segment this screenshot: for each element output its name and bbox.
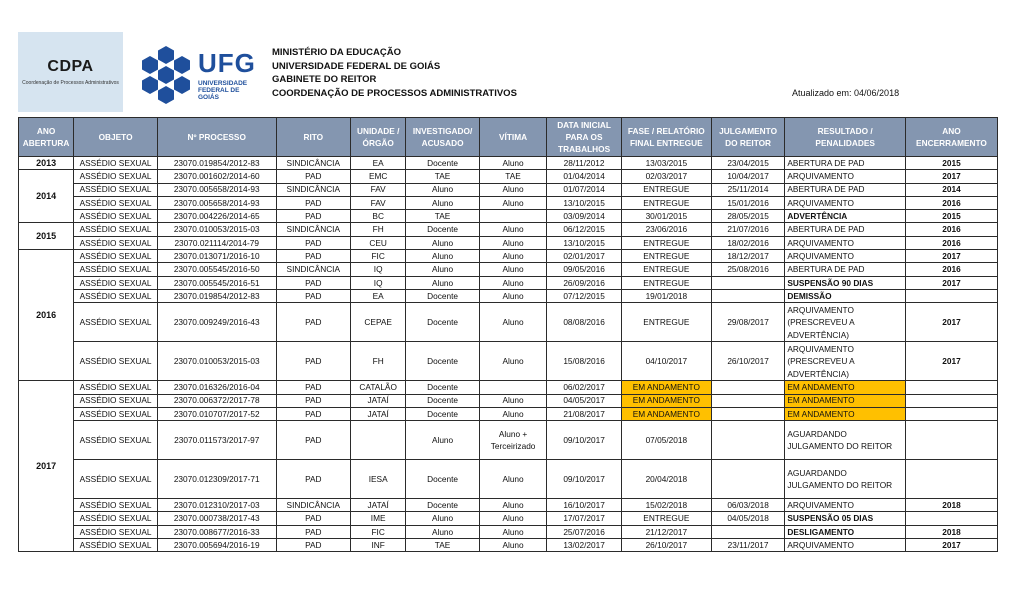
- cell-objeto: ASSÉDIO SEXUAL: [74, 196, 158, 209]
- cell-rito: PAD: [276, 512, 351, 525]
- ufg-logo-title: UFG: [198, 48, 256, 78]
- cell-unidade: EA: [351, 289, 406, 302]
- cell-vitima: Aluno: [479, 289, 546, 302]
- column-header: RESULTADO / PENALIDADES: [785, 118, 906, 157]
- cell-rito: PAD: [276, 460, 351, 499]
- cell-unidade: [351, 421, 406, 460]
- cell-julgamento: 25/08/2016: [711, 263, 785, 276]
- cell-encerramento: 2015: [905, 210, 997, 223]
- cell-encerramento: 2018: [905, 525, 997, 538]
- cell-rito: PAD: [276, 342, 351, 381]
- cell-encerramento: 2015: [905, 157, 997, 170]
- cell-rito: PAD: [276, 250, 351, 263]
- cell-resultado: EM ANDAMENTO: [785, 407, 906, 420]
- cell-fase: 15/02/2018: [621, 499, 711, 512]
- cell-fase: 13/03/2015: [621, 157, 711, 170]
- institution-line: COORDENAÇÃO DE PROCESSOS ADMINISTRATIVOS: [272, 87, 517, 99]
- cell-objeto: ASSÉDIO SEXUAL: [74, 460, 158, 499]
- cell-unidade: JATAÍ: [351, 407, 406, 420]
- column-header: RITO: [276, 118, 351, 157]
- cell-investigado: Aluno: [406, 525, 480, 538]
- cell-encerramento: 2014: [905, 183, 997, 196]
- cell-objeto: ASSÉDIO SEXUAL: [74, 394, 158, 407]
- ufg-logo: [136, 44, 261, 104]
- cell-fase: 20/04/2018: [621, 460, 711, 499]
- cell-investigado: Aluno: [406, 512, 480, 525]
- column-header: FASE / RELATÓRIO FINAL ENTREGUE: [621, 118, 711, 157]
- cell-julgamento: [711, 421, 785, 460]
- cell-data-inicial: 15/08/2016: [547, 342, 622, 381]
- cell-encerramento: [905, 421, 997, 460]
- column-header: Nº PROCESSO: [157, 118, 276, 157]
- cell-fase: ENTREGUE: [621, 512, 711, 525]
- cell-fase: 26/10/2017: [621, 539, 711, 552]
- cell-investigado: TAE: [406, 539, 480, 552]
- cell-rito: PAD: [276, 276, 351, 289]
- cell-objeto: ASSÉDIO SEXUAL: [74, 276, 158, 289]
- table-row: [19, 421, 998, 460]
- cell-vitima: Aluno: [479, 460, 546, 499]
- cell-vitima: Aluno: [479, 263, 546, 276]
- cell-resultado: EM ANDAMENTO: [785, 381, 906, 394]
- cell-investigado: Docente: [406, 381, 480, 394]
- cell-ano-abertura: 2016: [19, 250, 74, 381]
- cell-encerramento: [905, 289, 997, 302]
- cell-vitima: Aluno: [479, 342, 546, 381]
- cell-ano-abertura: 2013: [19, 157, 74, 170]
- cell-ano-abertura: 2014: [19, 170, 74, 223]
- cell-julgamento: 15/01/2016: [711, 196, 785, 209]
- cell-encerramento: 2017: [905, 539, 997, 552]
- cell-objeto: ASSÉDIO SEXUAL: [74, 303, 158, 342]
- cell-unidade: EMC: [351, 170, 406, 183]
- cell-investigado: TAE: [406, 210, 480, 223]
- cell-data-inicial: 09/05/2016: [547, 263, 622, 276]
- cell-ano-abertura: 2015: [19, 223, 74, 250]
- cell-unidade: IESA: [351, 460, 406, 499]
- cell-processo: 23070.011573/2017-97: [157, 421, 276, 460]
- table-row: [19, 394, 998, 407]
- cell-vitima: Aluno: [479, 223, 546, 236]
- cell-investigado: Docente: [406, 394, 480, 407]
- cell-encerramento: [905, 394, 997, 407]
- cell-encerramento: 2016: [905, 223, 997, 236]
- cell-vitima: [479, 381, 546, 394]
- cell-vitima: Aluno + Terceirizado: [479, 421, 546, 460]
- table-row: [19, 512, 998, 525]
- cell-rito: PAD: [276, 210, 351, 223]
- cell-julgamento: [711, 394, 785, 407]
- cell-processo: 23070.019854/2012-83: [157, 289, 276, 302]
- cell-resultado: ARQUIVAMENTO (PRESCREVEU A ADVERTÊNCIA): [785, 342, 906, 381]
- cell-vitima: Aluno: [479, 183, 546, 196]
- cell-rito: PAD: [276, 303, 351, 342]
- cell-julgamento: [711, 460, 785, 499]
- cell-objeto: ASSÉDIO SEXUAL: [74, 421, 158, 460]
- cell-unidade: INF: [351, 539, 406, 552]
- cell-unidade: IQ: [351, 276, 406, 289]
- cell-unidade: IME: [351, 512, 406, 525]
- table-row: [19, 407, 998, 420]
- cell-investigado: Docente: [406, 342, 480, 381]
- table-row: [19, 157, 998, 170]
- cell-julgamento: 25/11/2014: [711, 183, 785, 196]
- cell-objeto: ASSÉDIO SEXUAL: [74, 539, 158, 552]
- table-row: [19, 460, 998, 499]
- cell-objeto: ASSÉDIO SEXUAL: [74, 512, 158, 525]
- column-header: DATA INICIAL PARA OS TRABALHOS: [547, 118, 622, 157]
- cell-investigado: Aluno: [406, 276, 480, 289]
- cell-encerramento: 2017: [905, 250, 997, 263]
- cell-data-inicial: 13/02/2017: [547, 539, 622, 552]
- cell-vitima: Aluno: [479, 499, 546, 512]
- cell-processo: 23070.019854/2012-83: [157, 157, 276, 170]
- column-header: ANO ENCERRAMENTO: [905, 118, 997, 157]
- cell-processo: 23070.005545/2016-51: [157, 276, 276, 289]
- cell-processo: 23070.012310/2017-03: [157, 499, 276, 512]
- table-row: [19, 170, 998, 183]
- column-header: UNIDADE /ÓRGÃO: [351, 118, 406, 157]
- cell-rito: PAD: [276, 170, 351, 183]
- updated-date: Atualizado em: 04/06/2018: [792, 88, 900, 98]
- cell-fase: ENTREGUE: [621, 276, 711, 289]
- ufg-hexagon-icon: [136, 44, 196, 104]
- cell-investigado: Aluno: [406, 236, 480, 249]
- cell-unidade: FH: [351, 223, 406, 236]
- cell-resultado: ABERTURA DE PAD: [785, 223, 906, 236]
- cell-objeto: ASSÉDIO SEXUAL: [74, 407, 158, 420]
- cell-processo: 23070.005658/2014-93: [157, 196, 276, 209]
- cell-data-inicial: 09/10/2017: [547, 460, 622, 499]
- cell-encerramento: 2017: [905, 342, 997, 381]
- cell-data-inicial: 21/08/2017: [547, 407, 622, 420]
- cell-fase: 30/01/2015: [621, 210, 711, 223]
- cell-processo: 23070.013071/2016-10: [157, 250, 276, 263]
- cell-objeto: ASSÉDIO SEXUAL: [74, 183, 158, 196]
- cell-fase: ENTREGUE: [621, 183, 711, 196]
- cell-resultado: AGUARDANDO JULGAMENTO DO REITOR: [785, 421, 906, 460]
- column-header: OBJETO: [74, 118, 158, 157]
- cell-julgamento: 28/05/2015: [711, 210, 785, 223]
- institution-line: UNIVERSIDADE FEDERAL DE GOIÁS: [272, 60, 441, 72]
- cell-vitima: Aluno: [479, 512, 546, 525]
- cell-vitima: Aluno: [479, 157, 546, 170]
- cell-encerramento: [905, 512, 997, 525]
- table-row: [19, 236, 998, 249]
- cell-investigado: Aluno: [406, 183, 480, 196]
- cell-vitima: Aluno: [479, 539, 546, 552]
- column-header: INVESTIGADO/ ACUSADO: [406, 118, 480, 157]
- cell-rito: PAD: [276, 236, 351, 249]
- cell-resultado: EM ANDAMENTO: [785, 394, 906, 407]
- cell-resultado: ARQUIVAMENTO (PRESCREVEU A ADVERTÊNCIA): [785, 303, 906, 342]
- table-row: [19, 196, 998, 209]
- cell-objeto: ASSÉDIO SEXUAL: [74, 210, 158, 223]
- cell-rito: SINDICÂNCIA: [276, 223, 351, 236]
- cell-processo: 23070.006372/2017-78: [157, 394, 276, 407]
- cell-data-inicial: 01/07/2014: [547, 183, 622, 196]
- cell-objeto: ASSÉDIO SEXUAL: [74, 342, 158, 381]
- institution-line: MINISTÉRIO DA EDUCAÇÃO: [272, 47, 401, 58]
- cdpa-logo: [18, 32, 123, 112]
- cell-julgamento: 04/05/2018: [711, 512, 785, 525]
- cell-resultado: DEMISSÃO: [785, 289, 906, 302]
- cell-vitima: Aluno: [479, 525, 546, 538]
- cell-rito: PAD: [276, 407, 351, 420]
- cell-fase: 19/01/2018: [621, 289, 711, 302]
- table-row: [19, 539, 998, 552]
- cell-vitima: TAE: [479, 170, 546, 183]
- cell-julgamento: [711, 276, 785, 289]
- cell-objeto: ASSÉDIO SEXUAL: [74, 525, 158, 538]
- cell-objeto: ASSÉDIO SEXUAL: [74, 223, 158, 236]
- cell-julgamento: 29/08/2017: [711, 303, 785, 342]
- cell-resultado: AGUARDANDO JULGAMENTO DO REITOR: [785, 460, 906, 499]
- cell-data-inicial: 17/07/2017: [547, 512, 622, 525]
- cell-encerramento: 2017: [905, 303, 997, 342]
- cases-table: [18, 117, 998, 552]
- cell-processo: 23070.008677/2016-33: [157, 525, 276, 538]
- cell-rito: SINDICÂNCIA: [276, 183, 351, 196]
- cdpa-logo-title: CDPA: [47, 58, 94, 75]
- cell-encerramento: 2018: [905, 499, 997, 512]
- cell-investigado: Aluno: [406, 421, 480, 460]
- cell-unidade: FAV: [351, 196, 406, 209]
- cell-fase: 04/10/2017: [621, 342, 711, 381]
- cell-unidade: EA: [351, 157, 406, 170]
- cell-processo: 23070.012309/2017-71: [157, 460, 276, 499]
- cell-data-inicial: 01/04/2014: [547, 170, 622, 183]
- cell-unidade: FAV: [351, 183, 406, 196]
- cell-data-inicial: 06/12/2015: [547, 223, 622, 236]
- cell-vitima: [479, 210, 546, 223]
- cell-unidade: CEU: [351, 236, 406, 249]
- table-row: [19, 276, 998, 289]
- cell-data-inicial: 03/09/2014: [547, 210, 622, 223]
- cell-objeto: ASSÉDIO SEXUAL: [74, 263, 158, 276]
- cell-rito: PAD: [276, 525, 351, 538]
- cell-data-inicial: 13/10/2015: [547, 196, 622, 209]
- table-row: [19, 381, 998, 394]
- cell-julgamento: 23/04/2015: [711, 157, 785, 170]
- cell-processo: 23070.009249/2016-43: [157, 303, 276, 342]
- cell-julgamento: 26/10/2017: [711, 342, 785, 381]
- cell-data-inicial: 25/07/2016: [547, 525, 622, 538]
- cell-fase: ENTREGUE: [621, 236, 711, 249]
- cell-resultado: ARQUIVAMENTO: [785, 170, 906, 183]
- cdpa-logo-subtitle: Coordenação de Processos Administrativos: [22, 80, 119, 86]
- cell-data-inicial: 13/10/2015: [547, 236, 622, 249]
- cell-investigado: Docente: [406, 223, 480, 236]
- cell-investigado: Docente: [406, 289, 480, 302]
- cell-vitima: Aluno: [479, 394, 546, 407]
- cell-data-inicial: 07/12/2015: [547, 289, 622, 302]
- cell-julgamento: 06/03/2018: [711, 499, 785, 512]
- column-header: ANO ABERTURA: [19, 118, 74, 157]
- cell-rito: PAD: [276, 196, 351, 209]
- cell-investigado: Docente: [406, 157, 480, 170]
- cell-investigado: Aluno: [406, 196, 480, 209]
- cell-vitima: Aluno: [479, 250, 546, 263]
- cell-data-inicial: 26/09/2016: [547, 276, 622, 289]
- cell-fase: 02/03/2017: [621, 170, 711, 183]
- cell-encerramento: 2016: [905, 263, 997, 276]
- cell-resultado: DESLIGAMENTO: [785, 525, 906, 538]
- table-row: [19, 289, 998, 302]
- table-row: [19, 525, 998, 538]
- cell-investigado: TAE: [406, 170, 480, 183]
- cell-resultado: ARQUIVAMENTO: [785, 196, 906, 209]
- cell-encerramento: [905, 381, 997, 394]
- cell-resultado: ARQUIVAMENTO: [785, 539, 906, 552]
- cell-resultado: ARQUIVAMENTO: [785, 236, 906, 249]
- cell-fase: EM ANDAMENTO: [621, 381, 711, 394]
- institution-header: [272, 46, 517, 100]
- cell-julgamento: [711, 289, 785, 302]
- cell-investigado: Aluno: [406, 263, 480, 276]
- cell-julgamento: 21/07/2016: [711, 223, 785, 236]
- cell-investigado: Aluno: [406, 250, 480, 263]
- cell-ano-abertura: 2017: [19, 381, 74, 552]
- table-row: [19, 250, 998, 263]
- cell-julgamento: 18/12/2017: [711, 250, 785, 263]
- cell-fase: ENTREGUE: [621, 303, 711, 342]
- cell-encerramento: 2017: [905, 170, 997, 183]
- cell-vitima: Aluno: [479, 196, 546, 209]
- cell-processo: 23070.001602/2014-60: [157, 170, 276, 183]
- cell-processo: 23070.021114/2014-79: [157, 236, 276, 249]
- cell-objeto: ASSÉDIO SEXUAL: [74, 250, 158, 263]
- cell-unidade: CEPAE: [351, 303, 406, 342]
- institution-line: GABINETE DO REITOR: [272, 74, 377, 85]
- cell-data-inicial: 06/02/2017: [547, 381, 622, 394]
- cell-objeto: ASSÉDIO SEXUAL: [74, 381, 158, 394]
- cell-vitima: Aluno: [479, 236, 546, 249]
- table-row: [19, 183, 998, 196]
- cell-resultado: ABERTURA DE PAD: [785, 183, 906, 196]
- ufg-logo-subtitle: UNIVERSIDADE FEDERAL DE GOIÁS: [198, 80, 248, 101]
- cell-fase: 23/06/2016: [621, 223, 711, 236]
- cell-data-inicial: 16/10/2017: [547, 499, 622, 512]
- cell-rito: PAD: [276, 381, 351, 394]
- cell-processo: 23070.005545/2016-50: [157, 263, 276, 276]
- cell-fase: ENTREGUE: [621, 250, 711, 263]
- cell-encerramento: 2016: [905, 196, 997, 209]
- cell-unidade: BC: [351, 210, 406, 223]
- cell-investigado: Docente: [406, 407, 480, 420]
- cell-objeto: ASSÉDIO SEXUAL: [74, 157, 158, 170]
- cell-fase: 07/05/2018: [621, 421, 711, 460]
- cell-julgamento: [711, 525, 785, 538]
- cell-unidade: CATALÃO: [351, 381, 406, 394]
- cell-resultado: ARQUIVAMENTO: [785, 250, 906, 263]
- cell-fase: EM ANDAMENTO: [621, 407, 711, 420]
- cell-vitima: Aluno: [479, 407, 546, 420]
- cell-encerramento: [905, 460, 997, 499]
- cell-data-inicial: 08/08/2016: [547, 303, 622, 342]
- cell-fase: 21/12/2017: [621, 525, 711, 538]
- cell-processo: 23070.005694/2016-19: [157, 539, 276, 552]
- cell-investigado: Docente: [406, 303, 480, 342]
- cell-resultado: ABERTURA DE PAD: [785, 263, 906, 276]
- table-row: [19, 223, 998, 236]
- cell-processo: 23070.005658/2014-93: [157, 183, 276, 196]
- cell-fase: EM ANDAMENTO: [621, 394, 711, 407]
- cell-resultado: SUSPENSÃO 05 DIAS: [785, 512, 906, 525]
- cell-processo: 23070.000738/2017-43: [157, 512, 276, 525]
- cell-encerramento: 2016: [905, 236, 997, 249]
- cell-unidade: JATAÍ: [351, 499, 406, 512]
- column-header: JULGAMENTO DO REITOR: [711, 118, 785, 157]
- cell-rito: PAD: [276, 539, 351, 552]
- cell-julgamento: 10/04/2017: [711, 170, 785, 183]
- cell-processo: 23070.016326/2016-04: [157, 381, 276, 394]
- cell-unidade: FIC: [351, 250, 406, 263]
- cell-resultado: ABERTURA DE PAD: [785, 157, 906, 170]
- cell-julgamento: 18/02/2016: [711, 236, 785, 249]
- table-row: [19, 499, 998, 512]
- cell-rito: PAD: [276, 421, 351, 460]
- cell-unidade: JATAÍ: [351, 394, 406, 407]
- cell-rito: PAD: [276, 394, 351, 407]
- cell-resultado: ARQUIVAMENTO: [785, 499, 906, 512]
- cell-unidade: FH: [351, 342, 406, 381]
- cell-data-inicial: 28/11/2012: [547, 157, 622, 170]
- cell-julgamento: [711, 381, 785, 394]
- cell-data-inicial: 02/01/2017: [547, 250, 622, 263]
- cell-investigado: Docente: [406, 499, 480, 512]
- cell-vitima: Aluno: [479, 276, 546, 289]
- cell-objeto: ASSÉDIO SEXUAL: [74, 289, 158, 302]
- cell-encerramento: [905, 407, 997, 420]
- cell-fase: ENTREGUE: [621, 196, 711, 209]
- cell-unidade: IQ: [351, 263, 406, 276]
- cell-julgamento: [711, 407, 785, 420]
- cell-data-inicial: 09/10/2017: [547, 421, 622, 460]
- cell-processo: 23070.004226/2014-65: [157, 210, 276, 223]
- cell-objeto: ASSÉDIO SEXUAL: [74, 499, 158, 512]
- cell-rito: SINDICÂNCIA: [276, 263, 351, 276]
- table-row: [19, 210, 998, 223]
- cell-processo: 23070.010053/2015-03: [157, 342, 276, 381]
- cell-julgamento: 23/11/2017: [711, 539, 785, 552]
- cell-rito: SINDICÂNCIA: [276, 157, 351, 170]
- cell-resultado: SUSPENSÃO 90 DIAS: [785, 276, 906, 289]
- cell-unidade: FIC: [351, 525, 406, 538]
- table-row: [19, 342, 998, 381]
- cell-fase: ENTREGUE: [621, 263, 711, 276]
- table-row: [19, 303, 998, 342]
- cell-resultado: ADVERTÊNCIA: [785, 210, 906, 223]
- cell-processo: 23070.010707/2017-52: [157, 407, 276, 420]
- cell-investigado: Docente: [406, 460, 480, 499]
- cell-objeto: ASSÉDIO SEXUAL: [74, 236, 158, 249]
- cell-vitima: Aluno: [479, 303, 546, 342]
- cell-data-inicial: 04/05/2017: [547, 394, 622, 407]
- cell-objeto: ASSÉDIO SEXUAL: [74, 170, 158, 183]
- cell-encerramento: 2017: [905, 276, 997, 289]
- cell-rito: SINDICÂNCIA: [276, 499, 351, 512]
- table-header-row: [19, 118, 998, 157]
- cell-rito: PAD: [276, 289, 351, 302]
- cell-processo: 23070.010053/2015-03: [157, 223, 276, 236]
- table-row: [19, 263, 998, 276]
- column-header: VÍTIMA: [479, 118, 546, 157]
